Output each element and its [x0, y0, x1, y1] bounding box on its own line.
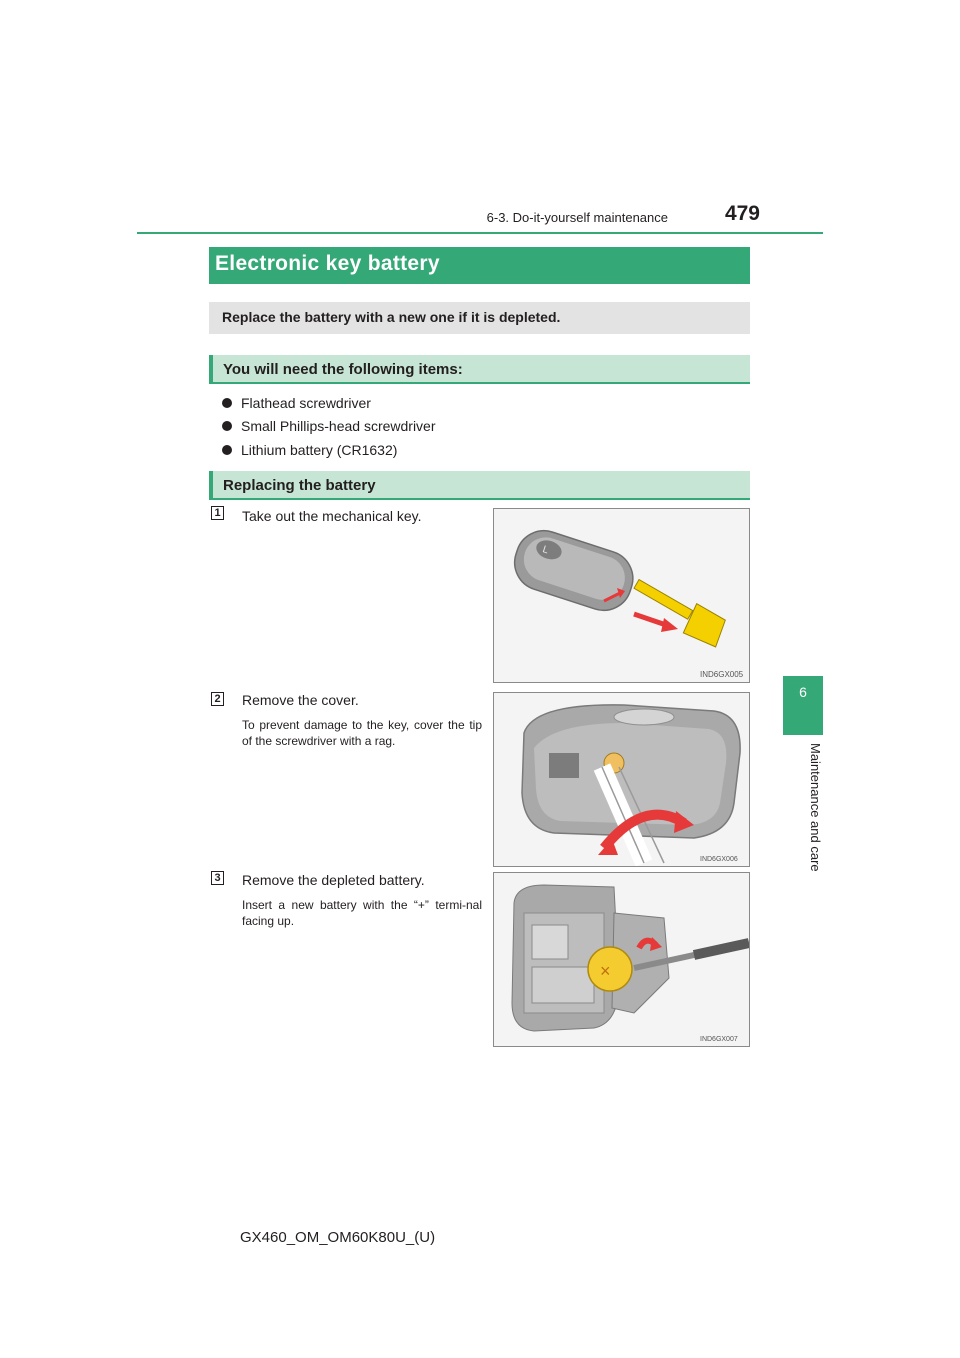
item-text: Lithium battery (CR1632) — [241, 441, 398, 458]
chapter-label: Maintenance and care — [808, 743, 823, 872]
step-note: To prevent damage to the key, cover the tip of the screwdriver with a rag. — [242, 718, 482, 748]
figure-code: IND6GX005 — [700, 670, 744, 679]
svg-text:L: L — [541, 544, 550, 557]
intro-text: Replace the battery with a new one if it is depleted. — [222, 309, 561, 325]
bullet-icon — [222, 421, 232, 431]
svg-text:×: × — [600, 961, 611, 981]
list-item — [222, 415, 436, 439]
battery-removal-illustration — [493, 872, 750, 1047]
header-rule — [137, 232, 823, 234]
bullet-icon — [222, 445, 232, 455]
item-text: Small Phillips-head screwdriver — [241, 418, 436, 435]
cover-removal-illustration — [493, 692, 750, 867]
chapter-number: 6 — [799, 684, 807, 700]
step-number: 3 — [211, 871, 224, 885]
page-number: 479 — [724, 202, 760, 225]
figure-code: IND6GX007 — [700, 1036, 738, 1043]
figure-code: IND6GX006 — [700, 856, 738, 863]
section-heading: 6-3. Do-it-yourself maintenance — [486, 210, 668, 225]
items-heading: You will need the following items: — [223, 361, 463, 378]
step-text: Take out the mechanical key. — [242, 508, 422, 524]
list-item — [222, 438, 436, 462]
list-item — [222, 391, 436, 415]
step-note: Insert a new battery with the “+” termi-nal facing up. — [242, 898, 482, 928]
items-list — [222, 391, 436, 462]
replace-heading: Replacing the battery — [223, 477, 376, 494]
page-title: Electronic key battery — [215, 252, 440, 275]
document-code: GX460_OM_OM60K80U_(U) — [240, 1229, 436, 1246]
step-text: Remove the depleted battery. — [242, 872, 425, 888]
step-number: 2 — [211, 692, 224, 706]
bullet-icon — [222, 398, 232, 408]
step-text: Remove the cover. — [242, 692, 359, 708]
key-removal-illustration — [493, 508, 750, 683]
item-text: Flathead screwdriver — [241, 394, 371, 411]
step-number: 1 — [211, 506, 224, 520]
